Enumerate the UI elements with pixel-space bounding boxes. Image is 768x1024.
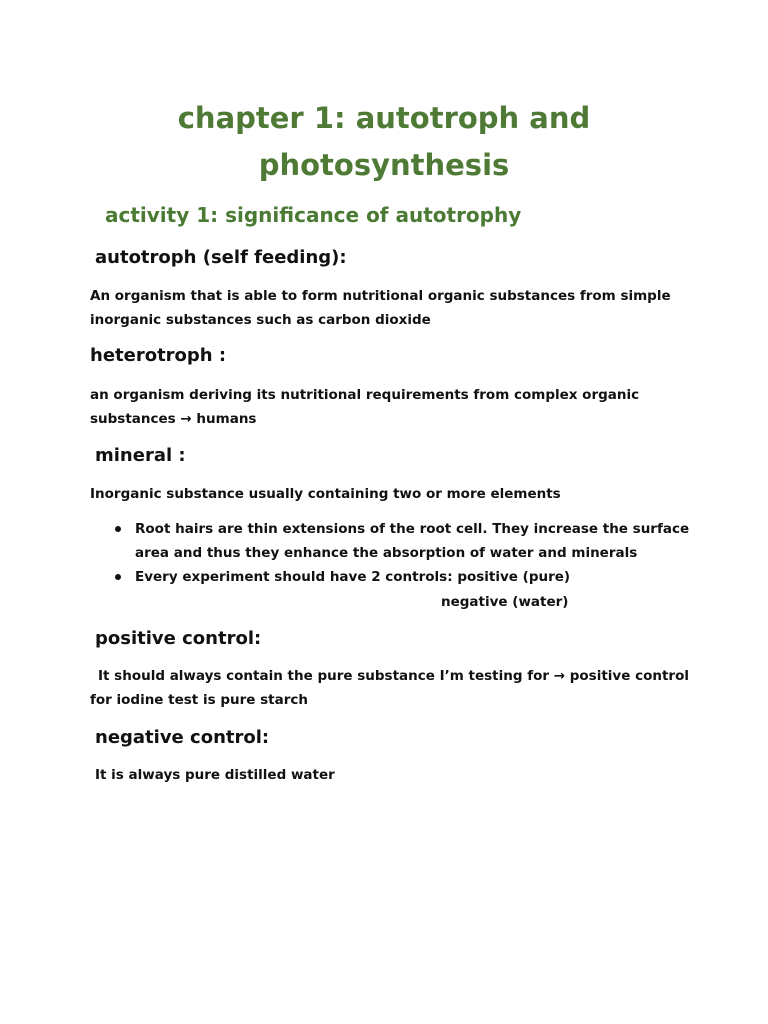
bullet-marker-icon (115, 574, 121, 580)
chapter-title-line-2: photosynthesis (258, 148, 510, 182)
bullet-item-1-line-2: area and thus they enhance the absorption of water and minerals (135, 545, 638, 561)
positive-control-definition-line-1: It should always contain the pure substance I’m testing for → positive control (98, 668, 689, 684)
bullet-item-1-line-1: Root hairs are thin extensions of the root cell. They increase the surface (135, 521, 690, 537)
bullet-marker-icon (115, 526, 121, 532)
negative-control-term: negative control: (95, 727, 270, 748)
bullet-item-2-line-1: Every experiment should have 2 controls: positive (pure) (135, 569, 571, 585)
autotroph-definition-line-2: inorganic substances such as carbon dioxide (90, 312, 431, 328)
bullet-item-2-line-2: negative (water) (441, 594, 569, 610)
heterotroph-definition-line-2: substances → humans (90, 411, 257, 427)
heterotroph-term: heterotroph : (90, 345, 227, 366)
positive-control-definition-line-2: for iodine test is pure starch (90, 692, 308, 708)
negative-control-definition: It is always pure distilled water (95, 767, 335, 783)
positive-control-term: positive control: (95, 628, 262, 649)
autotroph-term: autotroph (self feeding): (95, 247, 347, 268)
autotroph-definition-line-1: An organism that is able to form nutritional organic substances from simple (90, 288, 671, 304)
mineral-term: mineral : (95, 445, 186, 466)
chapter-title-line-1: chapter 1: autotroph and (177, 101, 591, 135)
mineral-definition: Inorganic substance usually containing two or more elements (90, 486, 561, 502)
activity-heading: activity 1: significance of autotrophy (105, 203, 522, 227)
heterotroph-definition-line-1: an organism deriving its nutritional requirements from complex organic (90, 387, 640, 403)
